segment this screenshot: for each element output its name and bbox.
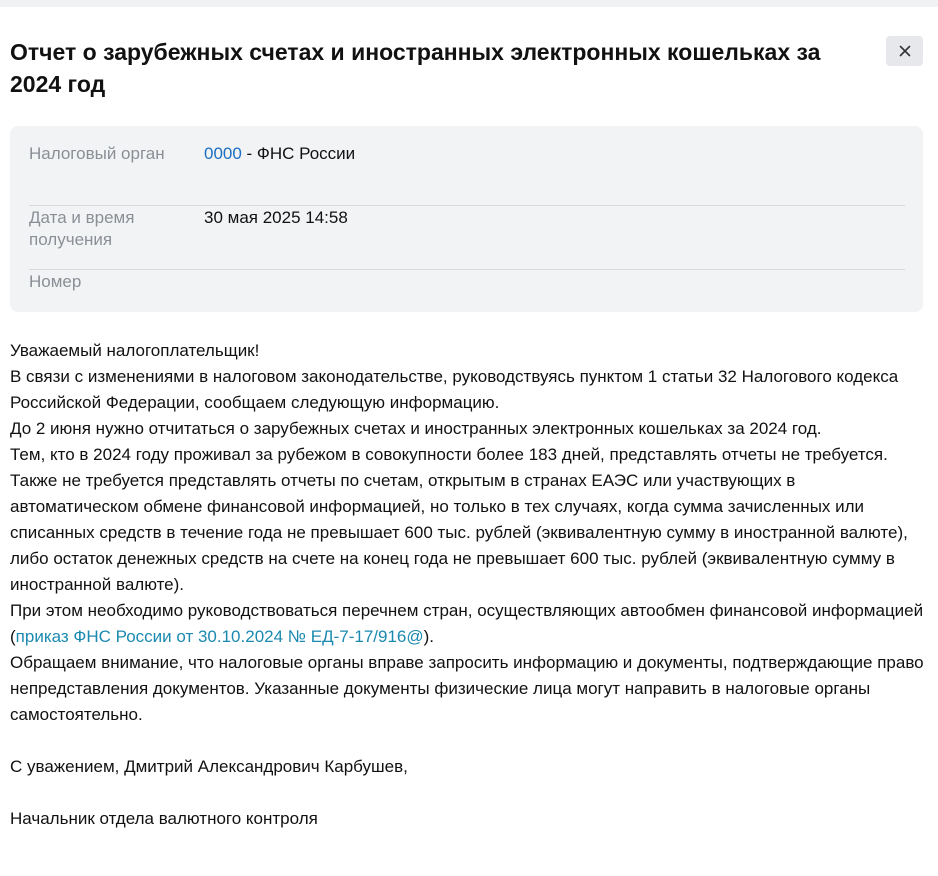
tax-authority-value (204, 143, 355, 165)
received-label: Дата и время получения (29, 208, 135, 249)
number-label: Номер (29, 272, 82, 291)
paragraph-3: Тем, кто в 2024 году проживал за рубежом в совокупности более 183 дней, представлять отчеты не требуется. (10, 445, 888, 464)
paragraph-5 (10, 598, 925, 650)
top-strip (0, 0, 938, 7)
paragraph-1: В связи с изменениями в налоговом законодательстве, руководствуясь пунктом 1 статьи 32 Налогового кодекса Российской Федерации, сообщаем следующую информацию. (10, 367, 899, 412)
spacer (10, 780, 925, 806)
close-icon (899, 45, 911, 57)
paragraph-5-before: При этом необходимо руководствоваться перечнем стран, осуществляющих автообмен финансовой информацией ( (10, 601, 924, 646)
paragraph-4: Также не требуется представлять отчеты по счетам, открытым в странах ЕАЭС или участвующих в автоматическом обмене финансовой информацией, но только в тех случаях, когда сумма зачисленных или списанных средств в течение года не превышает 600 тыс. рублей (эквивалентную сумму в иностранной валюте), либо остаток денежных средств на счете на конец года не превышает 600 тыс. рублей (эквивалентную сумму в иностранной валюте). (10, 471, 908, 594)
greeting: Уважаемый налогоплательщик! (10, 341, 260, 360)
tax-authority-label: Налоговый орган (29, 144, 165, 163)
received-row (29, 207, 905, 270)
info-card (10, 126, 923, 312)
received-value: 30 мая 2025 14:58 (204, 208, 348, 227)
fns-order-link[interactable]: приказ ФНС России от 30.10.2024 № ЕД-7-17/916@ (15, 627, 424, 646)
tax-authority-code-link[interactable]: 0000 (204, 144, 242, 163)
tax-authority-row (29, 143, 905, 206)
close-button[interactable] (886, 36, 923, 66)
paragraph-2: До 2 июня нужно отчитаться о зарубежных счетах и иностранных электронных кошельках за 2024 год. (10, 419, 822, 438)
dialog-title: Отчет о зарубежных счетах и иностранных электронных кошельках за 2024 год (10, 39, 821, 97)
message-body (10, 338, 925, 832)
tax-authority-name: - ФНС России (241, 144, 356, 163)
paragraph-6: Обращаем внимание, что налоговые органы вправе запросить информацию и документы, подтверждающие право непредставления документов. Указанные документы физические лица могут направить в налоговые органы самостоятельно. (10, 653, 924, 724)
number-row (29, 271, 905, 301)
spacer (10, 728, 925, 754)
signature: С уважением, Дмитрий Александрович Карбушев, (10, 757, 408, 776)
position: Начальник отдела валютного контроля (10, 809, 318, 828)
paragraph-5-after: ). (423, 627, 435, 646)
